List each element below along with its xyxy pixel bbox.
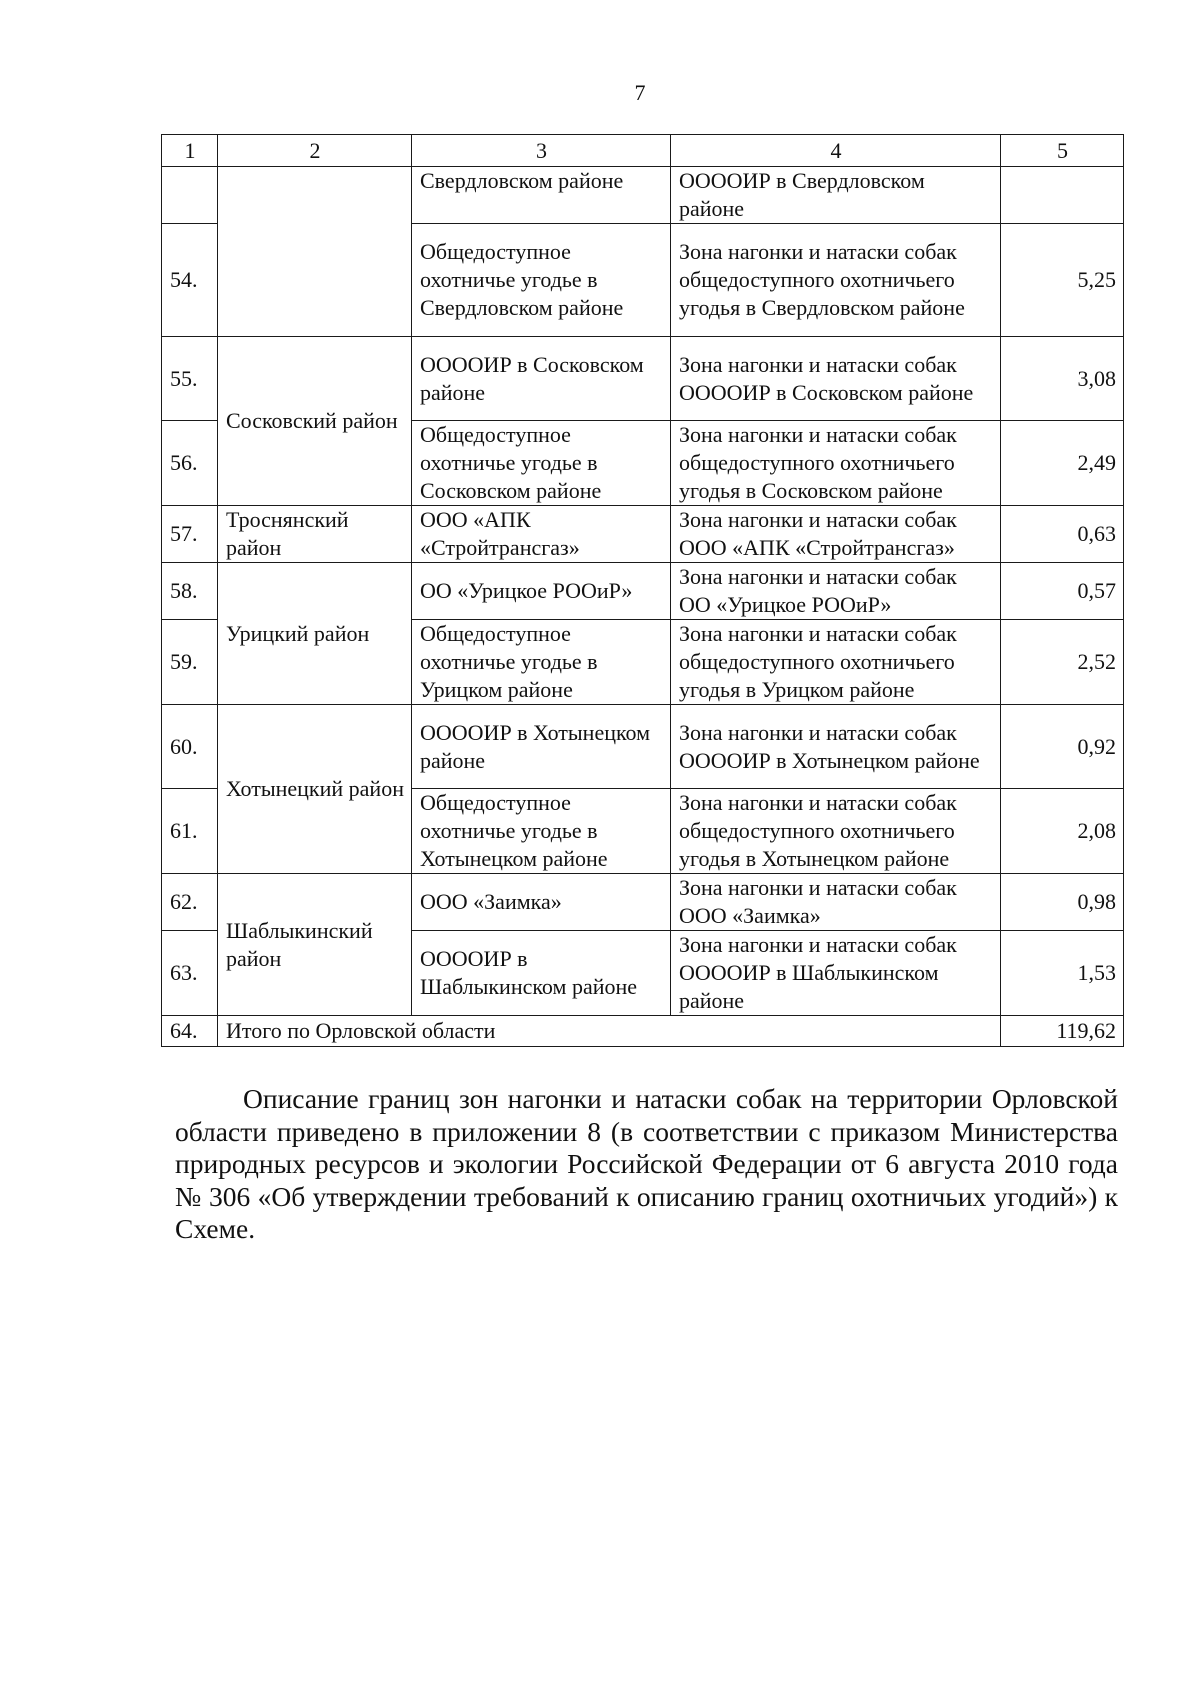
table-row bbox=[162, 705, 1124, 789]
dog-training-zone-cell: Зона нагонки и натаски собак ООООИР в Сосковском районе bbox=[671, 337, 1001, 421]
hunting-ground-cell: Общедоступное охотничье угодье в Урицком районе bbox=[412, 620, 671, 705]
row-number: 57. bbox=[162, 506, 218, 563]
area-cell: 0,63 bbox=[1001, 506, 1124, 563]
dog-training-zone-cell: Зона нагонки и натаски собак общедоступного охотничьего угодья в Свердловском районе bbox=[671, 224, 1001, 337]
area-cell: 2,49 bbox=[1001, 421, 1124, 506]
hunting-ground-cell: ООООИР в Сосковском районе bbox=[412, 337, 671, 421]
dog-training-zone-cell: Зона нагонки и натаски собак общедоступного охотничьего угодья в Сосковском районе bbox=[671, 421, 1001, 506]
row-number: 61. bbox=[162, 789, 218, 874]
dog-training-zone-cell: ООООИР в Свердловском районе bbox=[671, 167, 1001, 224]
area-cell: 0,92 bbox=[1001, 705, 1124, 789]
area-cell: 0,57 bbox=[1001, 563, 1124, 620]
total-area: 119,62 bbox=[1001, 1016, 1124, 1047]
dog-training-zone-cell: Зона нагонки и натаски собак ОО «Урицкое РООиР» bbox=[671, 563, 1001, 620]
row-number: 58. bbox=[162, 563, 218, 620]
district-cell bbox=[218, 167, 412, 337]
row-number: 54. bbox=[162, 224, 218, 337]
district-cell: Сосковский район bbox=[218, 337, 412, 506]
district-cell: Хотынецкий район bbox=[218, 705, 412, 874]
row-number: 62. bbox=[162, 874, 218, 931]
district-cell: Шаблыкинский район bbox=[218, 874, 412, 1016]
area-cell: 0,98 bbox=[1001, 874, 1124, 931]
column-header: 2 bbox=[218, 135, 412, 167]
row-number: 64. bbox=[162, 1016, 218, 1047]
hunting-ground-cell: ООООИР в Хотынецком районе bbox=[412, 705, 671, 789]
area-cell: 2,52 bbox=[1001, 620, 1124, 705]
hunting-ground-cell: ООО «АПК «Стройтрансгаз» bbox=[412, 506, 671, 563]
dog-training-zone-cell: Зона нагонки и натаски собак общедоступного охотничьего угодья в Хотынецком районе bbox=[671, 789, 1001, 874]
hunting-grounds-table bbox=[161, 134, 1124, 1047]
area-cell: 3,08 bbox=[1001, 337, 1124, 421]
table-header-row bbox=[162, 135, 1124, 167]
total-label: Итого по Орловской области bbox=[218, 1016, 1001, 1047]
description-paragraph bbox=[175, 1083, 1118, 1246]
area-cell bbox=[1001, 167, 1124, 224]
area-cell: 2,08 bbox=[1001, 789, 1124, 874]
district-cell: Урицкий район bbox=[218, 563, 412, 705]
column-header: 1 bbox=[162, 135, 218, 167]
hunting-ground-cell: ОО «Урицкое РООиР» bbox=[412, 563, 671, 620]
column-header: 4 bbox=[671, 135, 1001, 167]
area-cell: 5,25 bbox=[1001, 224, 1124, 337]
row-number: 56. bbox=[162, 421, 218, 506]
area-cell: 1,53 bbox=[1001, 931, 1124, 1016]
column-header: 3 bbox=[412, 135, 671, 167]
table-row bbox=[162, 563, 1124, 620]
page-number: 7 bbox=[634, 80, 646, 105]
hunting-ground-cell: ООООИР в Шаблыкинском районе bbox=[412, 931, 671, 1016]
row-number: 60. bbox=[162, 705, 218, 789]
total-row bbox=[162, 1016, 1124, 1047]
hunting-ground-cell: Свердловском районе bbox=[412, 167, 671, 224]
hunting-ground-cell: Общедоступное охотничье угодье в Сосковском районе bbox=[412, 421, 671, 506]
paragraph-text: Описание границ зон нагонки и натаски собак на территории Орловской области приведено в приложении 8 (в соответствии с приказом Министерства природных ресурсов и экологии Российской Федерации от 6 августа 2010 года № 306 «Об утверждении требований к описанию границ охотничьих угодий») к Схеме. bbox=[175, 1083, 1118, 1244]
table-row bbox=[162, 167, 1124, 224]
dog-training-zone-cell: Зона нагонки и натаски собак ООООИР в Шаблыкинском районе bbox=[671, 931, 1001, 1016]
column-header: 5 bbox=[1001, 135, 1124, 167]
table-row bbox=[162, 874, 1124, 931]
dog-training-zone-cell: Зона нагонки и натаски собак ООО «Заимка» bbox=[671, 874, 1001, 931]
hunting-ground-cell: ООО «Заимка» bbox=[412, 874, 671, 931]
hunting-ground-cell: Общедоступное охотничье угодье в Хотынецком районе bbox=[412, 789, 671, 874]
row-number: 59. bbox=[162, 620, 218, 705]
district-cell: Троснянский район bbox=[218, 506, 412, 563]
row-number: 63. bbox=[162, 931, 218, 1016]
dog-training-zone-cell: Зона нагонки и натаски собак ООО «АПК «Стройтрансгаз» bbox=[671, 506, 1001, 563]
hunting-ground-cell: Общедоступное охотничье угодье в Свердловском районе bbox=[412, 224, 671, 337]
row-number: 55. bbox=[162, 337, 218, 421]
table-row bbox=[162, 337, 1124, 421]
row-number bbox=[162, 167, 218, 224]
dog-training-zone-cell: Зона нагонки и натаски собак ООООИР в Хотынецком районе bbox=[671, 705, 1001, 789]
dog-training-zone-cell: Зона нагонки и натаски собак общедоступного охотничьего угодья в Урицком районе bbox=[671, 620, 1001, 705]
table-row bbox=[162, 506, 1124, 563]
